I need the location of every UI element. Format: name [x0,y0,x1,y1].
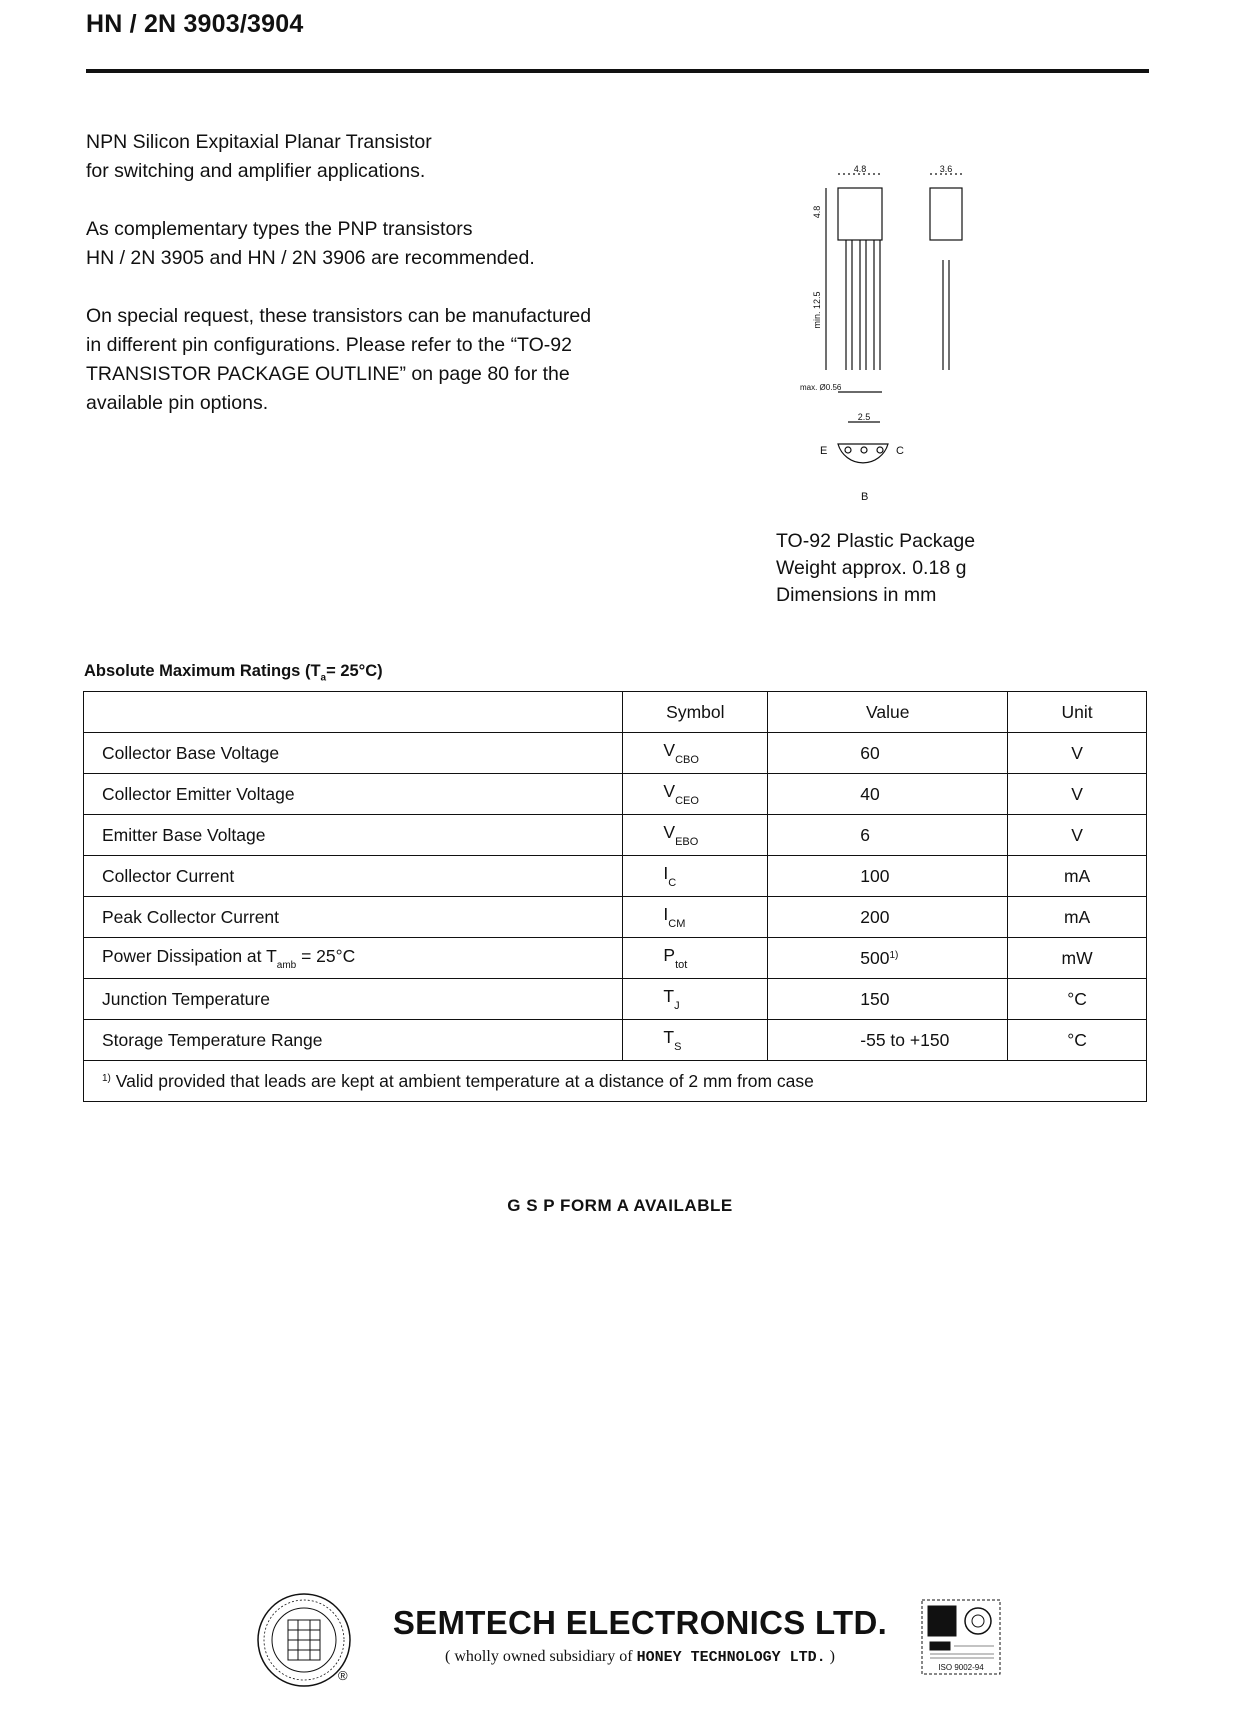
ratings-table [83,691,1147,1102]
intro-line: NPN Silicon Expitaxial Planar Transistor [86,131,432,153]
table-row [84,1020,1147,1061]
subsidiary-line: ( wholly owned subsidiary of HONEY TECHNOLOGY LTD. ) [445,1648,835,1666]
unit-cell: V [1008,733,1147,774]
unit-cell: °C [1008,1020,1147,1061]
package-caption-line: Dimensions in mm [776,584,937,606]
value-cell: 150 [768,979,1008,1020]
intro-line: As complementary types the PNP transistors [86,218,473,240]
table-header-row [84,692,1147,733]
param-cell: Junction Temperature [84,979,623,1020]
header-parameter [84,692,623,733]
symbol-cell: $V_{EBO}$ [623,815,768,856]
param-cell: Collector Base Voltage [84,733,623,774]
package-body-front [838,188,882,240]
header-unit: Unit [1008,692,1147,733]
package-outline-drawing [790,160,990,510]
intro-line: in different pin configurations. Please refer to the “TO-92 [86,334,572,356]
unit-cell: V [1008,774,1147,815]
pin-c-label: C [896,445,904,457]
document-title: HN / 2N 3903/3904 [86,10,304,38]
table-row [84,815,1147,856]
symbol-cell: $T_S$ [623,1020,768,1061]
pin-b-label: B [861,491,869,503]
footnote-ref: 1) [889,949,899,961]
value-cell: -55 to +150 [768,1020,1008,1061]
intro-line: TRANSISTOR PACKAGE OUTLINE” on page 80 for the [86,363,570,385]
parent-company: HONEY TECHNOLOGY LTD. [636,1649,826,1666]
param-cell: Storage Temperature Range [84,1020,623,1061]
param-cell: Peak Collector Current [84,897,623,938]
unit-cell: mA [1008,856,1147,897]
pin-b-circle [861,447,867,453]
intro-text [86,128,646,447]
value-cell: 60 [768,733,1008,774]
dim-width-label: 4.8 [853,164,867,174]
table-row [84,856,1147,897]
table-row [84,938,1147,979]
symbol-cell: $I_C$ [623,856,768,897]
header-value: Value [768,692,1008,733]
package-caption [776,528,975,609]
title-rule [86,69,1149,73]
intro-line: HN / 2N 3905 and HN / 2N 3906 are recommended. [86,247,535,269]
dim-lead-length-label: min. 12.5 [812,291,822,329]
param-cell: Collector Emitter Voltage [84,774,623,815]
dim-lead-dia-label: max. Ø0.56 [800,383,842,392]
unit-cell: V [1008,815,1147,856]
dim-height-label: 4.8 [812,205,822,219]
symbol-cell: $V_{CBO}$ [623,733,768,774]
company-name: SEMTECH ELECTRONICS LTD. [392,1604,888,1641]
table-row [84,897,1147,938]
ratings-title: Absolute Maximum Ratings $(T_a= 25^\circ C)$ [84,662,383,684]
intro-line: available pin options. [86,392,269,414]
package-caption-line: Weight approx. 0.18 g [776,557,967,579]
param-cell: Power Dissipation at $T_{amb} = 25^\circ C$ [84,938,623,979]
value-cell: 500$^{1)}$ [768,938,1008,979]
footnote-row [84,1061,1147,1102]
intro-line: On special request, these transistors can be manufactured [86,305,592,327]
intro-line: for switching and amplifier applications. [86,160,426,182]
package-caption-line: TO-92 Plastic Package [776,530,976,552]
header-symbol: Symbol [623,692,768,733]
unit-cell: mW [1008,938,1147,979]
gsp-notice: G S P FORM A AVAILABLE [507,1196,733,1215]
iso-certification-badge [920,1598,1002,1678]
footnote-cell: $^{1)}$ Valid provided that leads are kept at ambient temperature at a distance of 2 mm from case [84,1061,1147,1102]
intro-paragraph-1 [86,128,646,186]
dim-pitch-label: 2.5 [857,412,871,422]
param-cell: Collector Current [84,856,623,897]
package-body-side [930,188,962,240]
dim-depth-label: 3.6 [939,164,953,174]
table-row [84,774,1147,815]
value-cell: 200 [768,897,1008,938]
symbol-cell: $P_{tot}$ [623,938,768,979]
value-cell: 40 [768,774,1008,815]
symbol-cell: $I_{CM}$ [623,897,768,938]
intro-paragraph-2 [86,215,646,273]
symbol-cell: $V_{CEO}$ [623,774,768,815]
table-row [84,733,1147,774]
value-cell: 6 [768,815,1008,856]
registered-mark: ® [338,1668,348,1683]
table-row [84,979,1147,1020]
pin-c-circle [877,447,883,453]
unit-cell: °C [1008,979,1147,1020]
param-cell: Emitter Base Voltage [84,815,623,856]
pin-e-circle [845,447,851,453]
value-cell: 100 [768,856,1008,897]
iso-label: ISO 9002-94 [938,1663,984,1672]
unit-cell: mA [1008,897,1147,938]
intro-paragraph-3 [86,302,646,418]
symbol-cell: $T_J$ [623,979,768,1020]
pin-e-label: E [820,445,828,457]
